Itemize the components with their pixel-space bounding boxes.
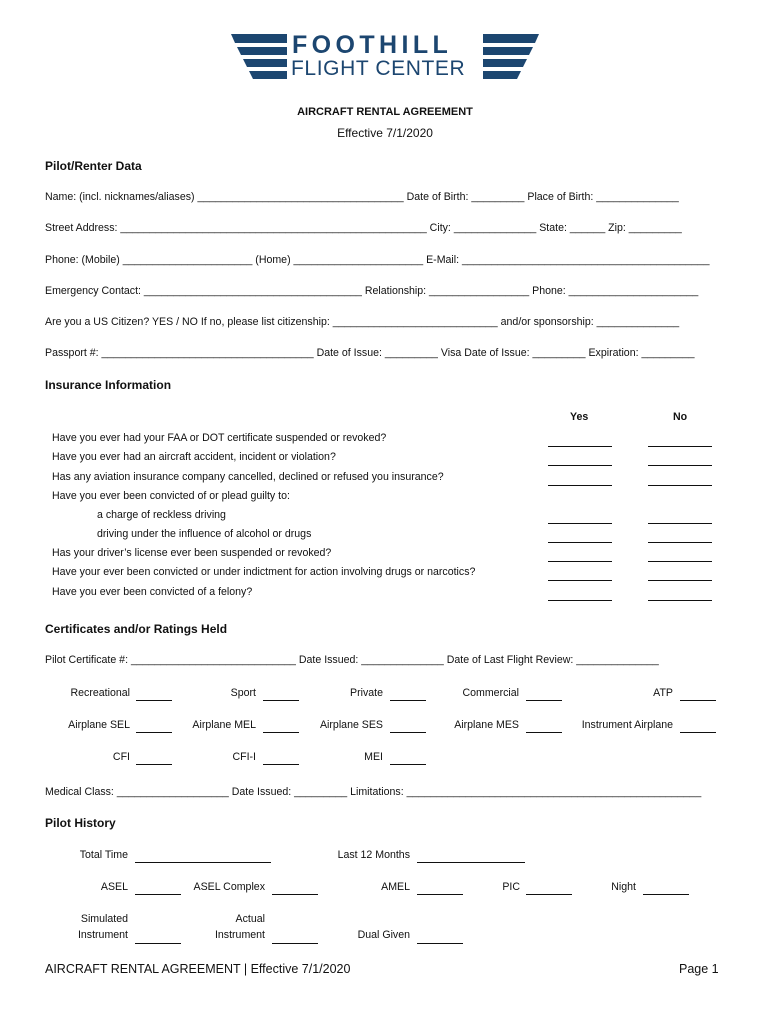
cfii-line[interactable] <box>263 764 299 765</box>
mei-line[interactable] <box>390 764 426 765</box>
answer-yes-line[interactable] <box>548 542 612 543</box>
label-asel: ASEL <box>100 881 128 893</box>
section-certificates-ratings: Certificates and/or Ratings Held <box>45 622 228 636</box>
answer-yes-line[interactable] <box>548 523 612 524</box>
airplane-mes-line[interactable] <box>526 732 562 733</box>
answer-yes-line[interactable] <box>548 465 612 466</box>
question-dui: driving under the influence of alcohol or drugs <box>97 528 312 540</box>
label-mei: MEI <box>364 751 383 763</box>
actual-instrument-line[interactable] <box>272 943 318 944</box>
answer-yes-line[interactable] <box>548 446 612 447</box>
amel-line[interactable] <box>417 894 463 895</box>
airplane-mel-line[interactable] <box>263 732 299 733</box>
total-time-line[interactable] <box>135 862 271 863</box>
sport-line[interactable] <box>263 700 299 701</box>
question-license-suspended: Has your driver’s license ever been suspended or revoked? <box>52 547 332 559</box>
passport-row[interactable]: Passport #: ____________________________________ Date of Issue: _________ Visa Date of Issue: _________ Expiration: _________ <box>45 347 695 359</box>
address-row[interactable]: Street Address: ____________________________________________________ City: ______________ State: ______ Zip: _________ <box>45 222 682 234</box>
question-insurance-cancelled: Has any aviation insurance company cancelled, declined or refused you insurance? <box>52 471 444 483</box>
name-row[interactable]: Name: (incl. nicknames/aliases) ___________________________________ Date of Birth: _________ Place of Birth: ______________ <box>45 191 679 203</box>
answer-no-line[interactable] <box>648 600 712 601</box>
label-asel-complex: ASEL Complex <box>193 881 265 893</box>
answer-no-line[interactable] <box>648 542 712 543</box>
private-line[interactable] <box>390 700 426 701</box>
label-cfii: CFI-I <box>232 751 256 763</box>
question-felony: Have you ever been convicted of a felony? <box>52 586 253 598</box>
emergency-contact-row[interactable]: Emergency Contact: _____________________________________ Relationship: _________________ Phone: ______________________ <box>45 285 699 297</box>
foothill-logo <box>231 33 539 81</box>
question-reckless-driving: a charge of reckless driving <box>97 509 226 521</box>
page-number: Page 1 <box>679 962 719 976</box>
instrument-airplane-line[interactable] <box>680 732 716 733</box>
medical-class-row[interactable]: Medical Class: ___________________ Date Issued: _________ Limitations: __________________________________________________ <box>45 786 702 798</box>
pic-line[interactable] <box>526 894 572 895</box>
document-effective-date: Effective 7/1/2020 <box>337 126 433 140</box>
airplane-sel-line[interactable] <box>136 732 172 733</box>
citizenship-row[interactable]: Are you a US Citizen? YES / NO If no, please list citizenship: ____________________________ and/or sponsorship: ______________ <box>45 316 680 328</box>
label-sport: Sport <box>230 687 256 699</box>
label-atp: ATP <box>653 687 673 699</box>
brand-line1: FOOTHILL <box>292 31 453 59</box>
label-private: Private <box>350 687 383 699</box>
answer-yes-line[interactable] <box>548 561 612 562</box>
answer-yes-line[interactable] <box>548 580 612 581</box>
asel-line[interactable] <box>135 894 181 895</box>
section-pilot-renter-data: Pilot/Renter Data <box>45 159 142 173</box>
label-actual: Actual <box>235 913 265 925</box>
asel-complex-line[interactable] <box>272 894 318 895</box>
answer-no-line[interactable] <box>648 561 712 562</box>
cfi-line[interactable] <box>136 764 172 765</box>
phone-row[interactable]: Phone: (Mobile) ______________________ (Home) ______________________ E-Mail: __________________________________________ <box>45 254 710 266</box>
label-total-time: Total Time <box>79 849 128 861</box>
pilot-certificate-row[interactable]: Pilot Certificate #: ____________________________ Date Issued: ______________ Date of Last Flight Review: ______________ <box>45 654 659 666</box>
label-commercial: Commercial <box>462 687 519 699</box>
simulated-instrument-line[interactable] <box>135 943 181 944</box>
section-insurance-information: Insurance Information <box>45 378 172 392</box>
question-convicted-header: Have you ever been convicted of or plead guilty to: <box>52 490 290 502</box>
answer-yes-line[interactable] <box>548 485 612 486</box>
label-amel: AMEL <box>381 881 410 893</box>
label-airplane-sel: Airplane SEL <box>68 719 130 731</box>
yes-column-header: Yes <box>570 411 589 423</box>
label-recreational: Recreational <box>70 687 130 699</box>
label-airplane-mel: Airplane MEL <box>192 719 256 731</box>
label-dual-given: Dual Given <box>357 929 410 941</box>
label-simulated: Simulated <box>80 913 128 925</box>
label-last-12-months: Last 12 Months <box>337 849 410 861</box>
atp-line[interactable] <box>680 700 716 701</box>
footer-document-label: AIRCRAFT RENTAL AGREEMENT | Effective 7/1/2020 <box>45 962 351 976</box>
answer-no-line[interactable] <box>648 580 712 581</box>
question-aircraft-accident: Have you ever had an aircraft accident, incident or violation? <box>52 451 336 463</box>
answer-no-line[interactable] <box>648 465 712 466</box>
label-cfi: CFI <box>112 751 130 763</box>
night-line[interactable] <box>643 894 689 895</box>
document-title: AIRCRAFT RENTAL AGREEMENT <box>297 106 473 118</box>
question-drugs-narcotics: Have your ever been convicted or under indictment for action involving drugs or narcotics? <box>52 566 476 578</box>
answer-no-line[interactable] <box>648 485 712 486</box>
label-night: Night <box>611 881 636 893</box>
answer-no-line[interactable] <box>648 523 712 524</box>
brand-line2: FLIGHT CENTER <box>291 57 466 80</box>
commercial-line[interactable] <box>526 700 562 701</box>
question-certificate-suspended: Have you ever had your FAA or DOT certificate suspended or revoked? <box>52 432 387 444</box>
label-pic: PIC <box>502 881 520 893</box>
label-airplane-ses: Airplane SES <box>319 719 383 731</box>
airplane-ses-line[interactable] <box>390 732 426 733</box>
last-12-months-line[interactable] <box>417 862 525 863</box>
answer-yes-line[interactable] <box>548 600 612 601</box>
dual-given-line[interactable] <box>417 943 463 944</box>
label-airplane-mes: Airplane MES <box>454 719 519 731</box>
no-column-header: No <box>673 411 688 423</box>
label-actual-instrument: Instrument <box>214 929 265 941</box>
recreational-line[interactable] <box>136 700 172 701</box>
label-simulated-instrument: Instrument <box>77 929 128 941</box>
section-pilot-history: Pilot History <box>45 816 116 830</box>
answer-no-line[interactable] <box>648 446 712 447</box>
label-instrument-airplane: Instrument Airplane <box>581 719 673 731</box>
